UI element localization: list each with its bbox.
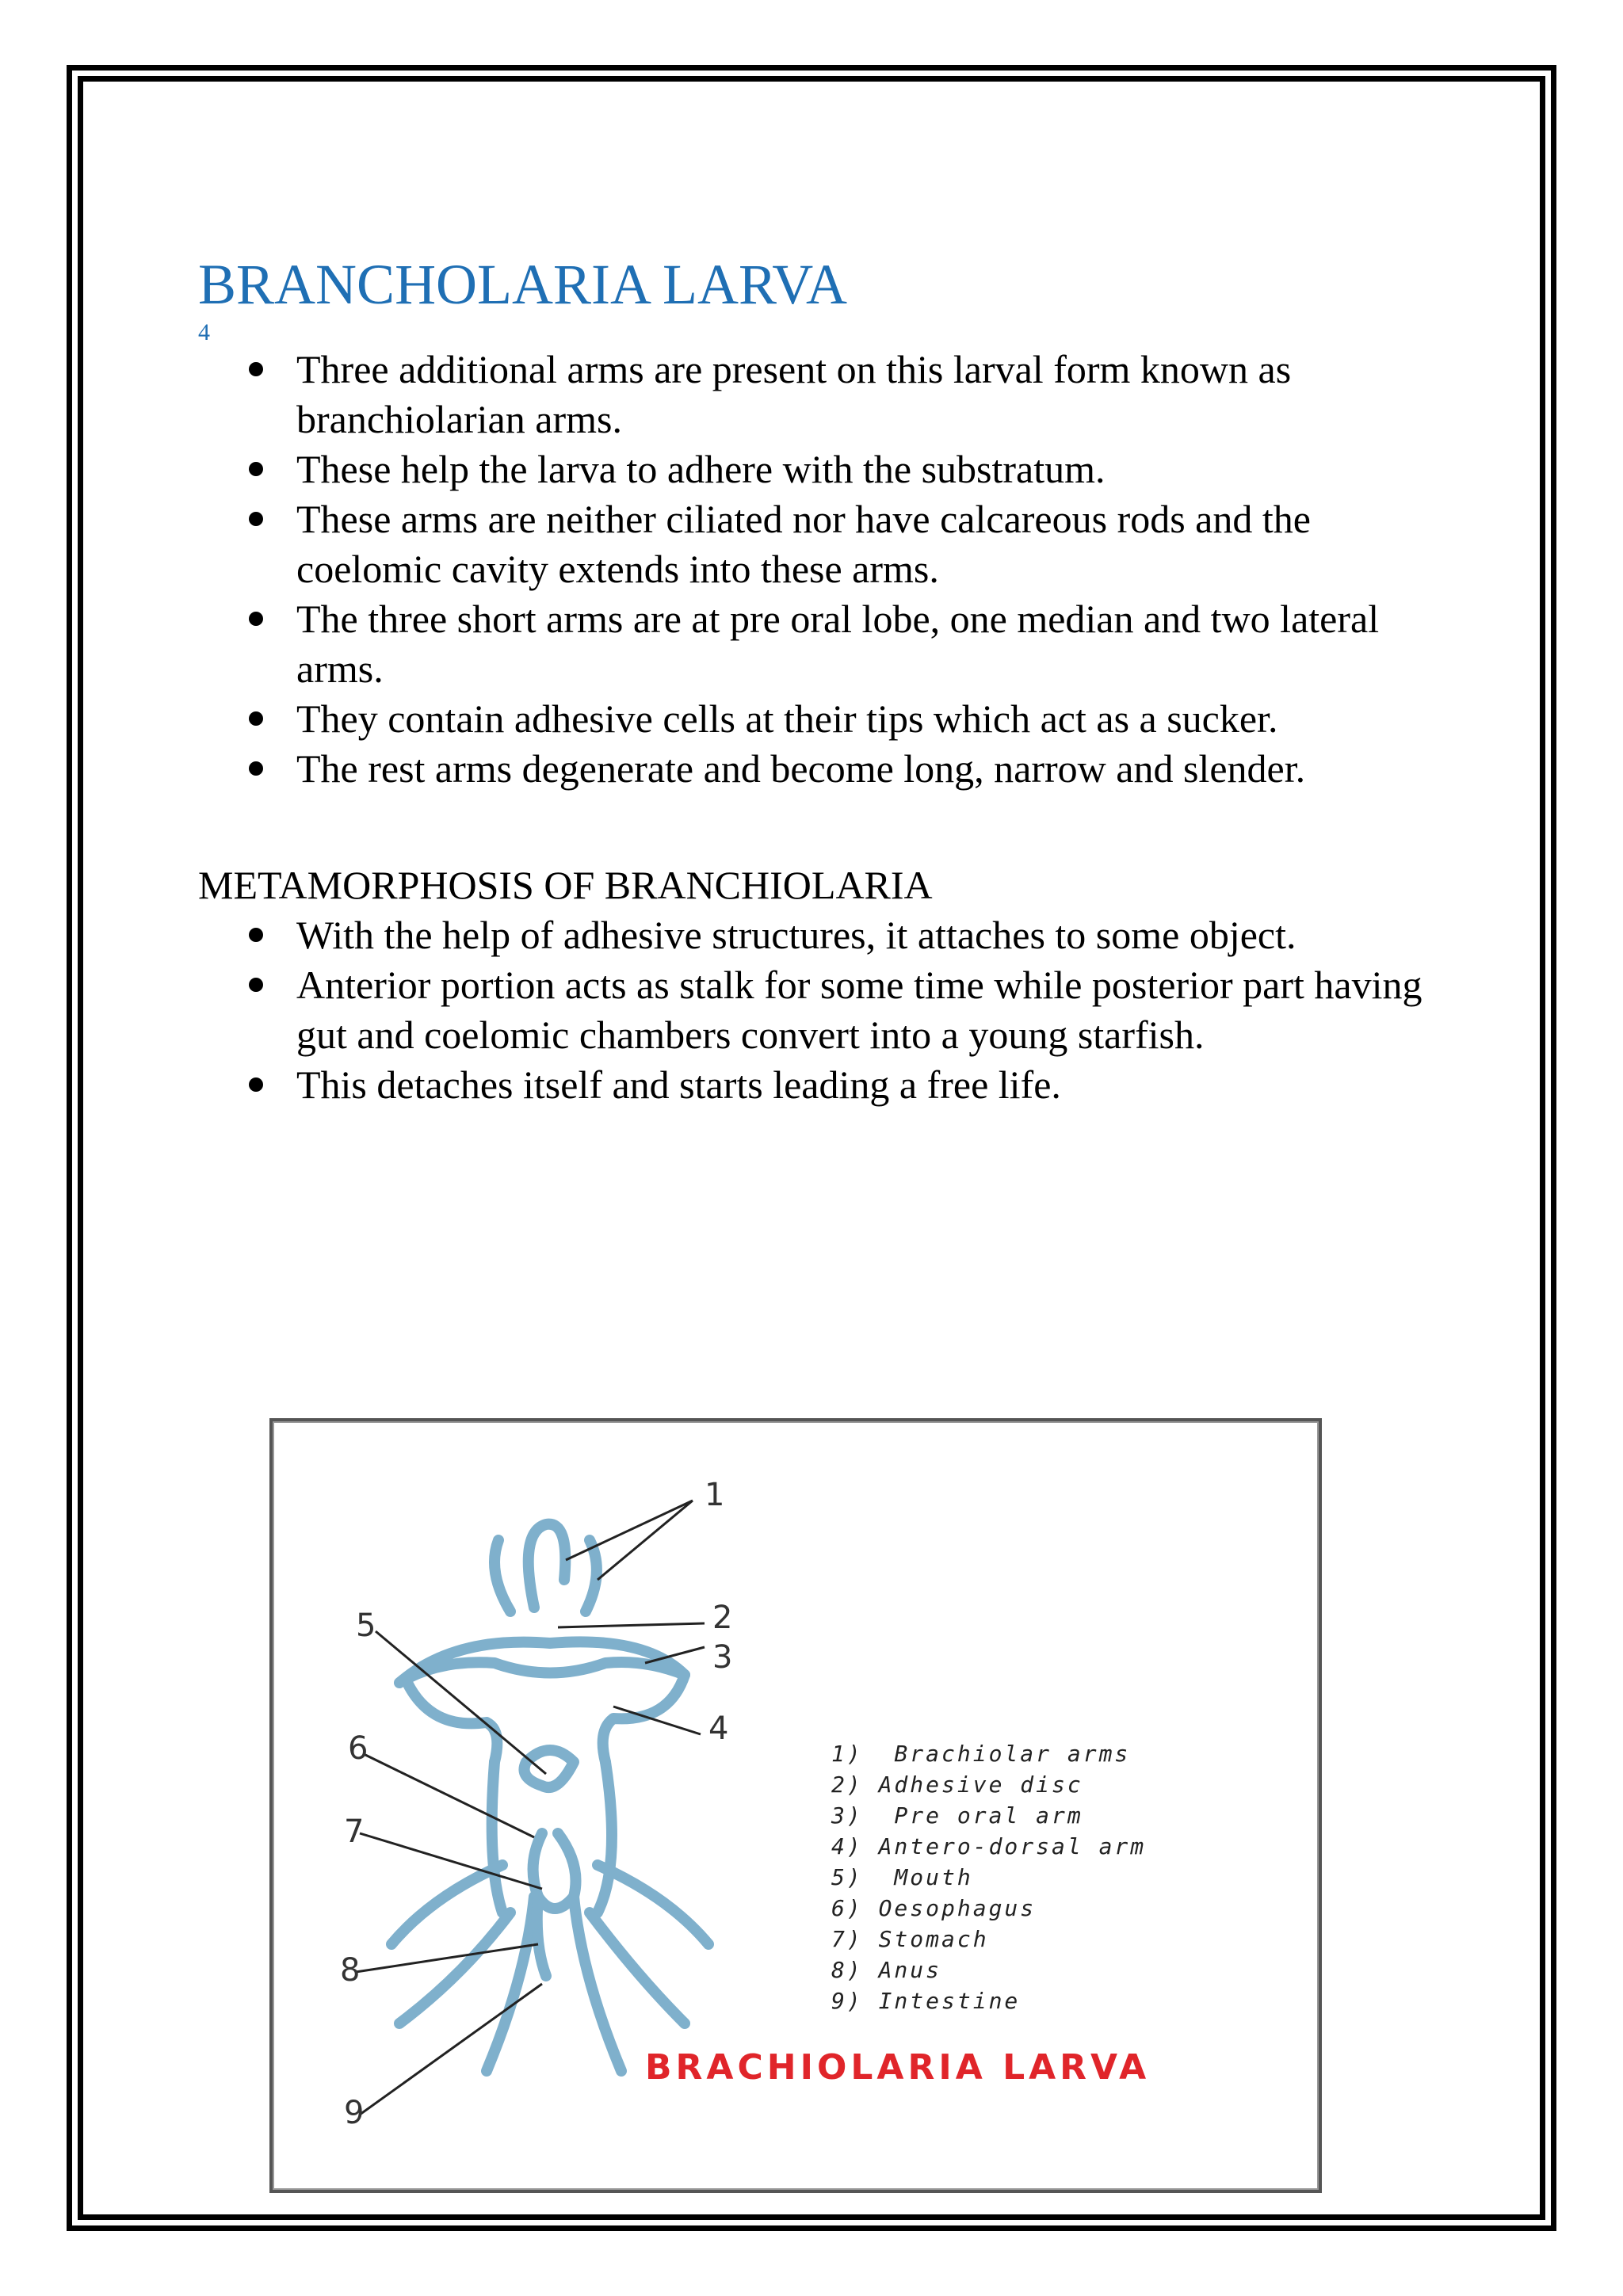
list-item: This detaches itself and starts leading a free life. — [198, 1060, 1450, 1110]
figure-caption: BRACHIOLARIA LARVA — [645, 2047, 1151, 2088]
list-item: With the help of adhesive structures, it attaches to some object. — [198, 910, 1450, 960]
bullet-icon — [249, 612, 263, 626]
arms-bullet-list — [198, 345, 1450, 794]
legend-item: 6) Oesophagus — [831, 1895, 1037, 1921]
bullet-icon — [249, 362, 263, 376]
posterior-arm-left — [399, 1913, 510, 2023]
pre-oral-arm — [399, 1642, 685, 1683]
postero-lateral-arm-right — [598, 1865, 708, 1944]
leader-line-2 — [558, 1623, 705, 1627]
label-number-7: 7 — [344, 1814, 365, 1850]
legend-item: 8) Anus — [831, 1957, 942, 1983]
list-item: These arms are neither ciliated nor have calcareous rods and the coelomic cavity extends into these arms. — [198, 494, 1450, 594]
bullet-icon — [249, 711, 263, 726]
legend-item: 3) Pre oral arm — [831, 1802, 1083, 1829]
label-number-1: 1 — [705, 1477, 725, 1513]
legend-item: 2) Adhesive disc — [831, 1772, 1083, 1798]
antero-dorsal-arm-right — [603, 1675, 685, 1762]
leader-line-1b — [598, 1501, 693, 1580]
label-number-6: 6 — [348, 1730, 369, 1767]
page-content — [198, 254, 1450, 1110]
metamorphosis-bullet-list — [198, 910, 1450, 1110]
bullet-icon — [249, 462, 263, 476]
list-item: Three additional arms are present on this larval form known as branchiolarian arms. — [198, 345, 1450, 444]
legend-item: 9) Intestine — [831, 1988, 1021, 2014]
brachiolar-arm-left — [495, 1540, 510, 1611]
legend-item: 5) Mouth — [831, 1864, 973, 1890]
list-item: These help the larva to adhere with the substratum. — [198, 444, 1450, 494]
list-item: The rest arms degenerate and become long, narrow and slender. — [198, 744, 1450, 794]
brachiolar-arm-median — [529, 1524, 566, 1608]
label-number-4: 4 — [708, 1711, 729, 1747]
bullet-icon — [249, 761, 263, 776]
leader-line-9 — [360, 1984, 542, 2115]
leader-line-1 — [566, 1501, 693, 1560]
larva-figure — [269, 1418, 1322, 2193]
bullet-icon — [249, 928, 263, 942]
leader-line-8 — [356, 1944, 538, 1972]
mouth-shape — [525, 1750, 575, 1787]
postero-lateral-arm-left — [391, 1865, 502, 1944]
label-number-2: 2 — [712, 1600, 733, 1636]
page-title: BRANCHOLARIA LARVA — [198, 253, 847, 316]
posterior-arm-right — [590, 1913, 685, 2023]
section-heading: METAMORPHOSIS OF BRANCHIOLARIA — [198, 863, 933, 908]
figure-legend — [831, 1738, 1146, 2016]
label-number-8: 8 — [340, 1952, 361, 1989]
title-number: 4 — [198, 319, 210, 346]
label-number-3: 3 — [712, 1639, 733, 1676]
leader-line-7 — [360, 1833, 542, 1889]
label-number-5: 5 — [356, 1608, 376, 1644]
legend-item: 4) Antero-dorsal arm — [831, 1833, 1147, 1859]
bullet-icon — [249, 512, 263, 526]
bullet-icon — [249, 1077, 263, 1092]
leader-line-6 — [364, 1754, 534, 1837]
arm-left-long — [487, 1897, 534, 2071]
list-item: Anterior portion acts as stalk for some time while posterior part having gut and coelomic chambers convert into a young starfish. — [198, 960, 1450, 1060]
legend-item: 1) Brachiolar arms — [831, 1741, 1131, 1767]
list-item: They contain adhesive cells at their tips which act as a sucker. — [198, 694, 1450, 744]
label-number-9: 9 — [344, 2095, 365, 2131]
bullet-icon — [249, 978, 263, 992]
list-item: The three short arms are at pre oral lobe, one median and two lateral arms. — [198, 594, 1450, 694]
legend-item: 7) Stomach — [831, 1926, 989, 1952]
